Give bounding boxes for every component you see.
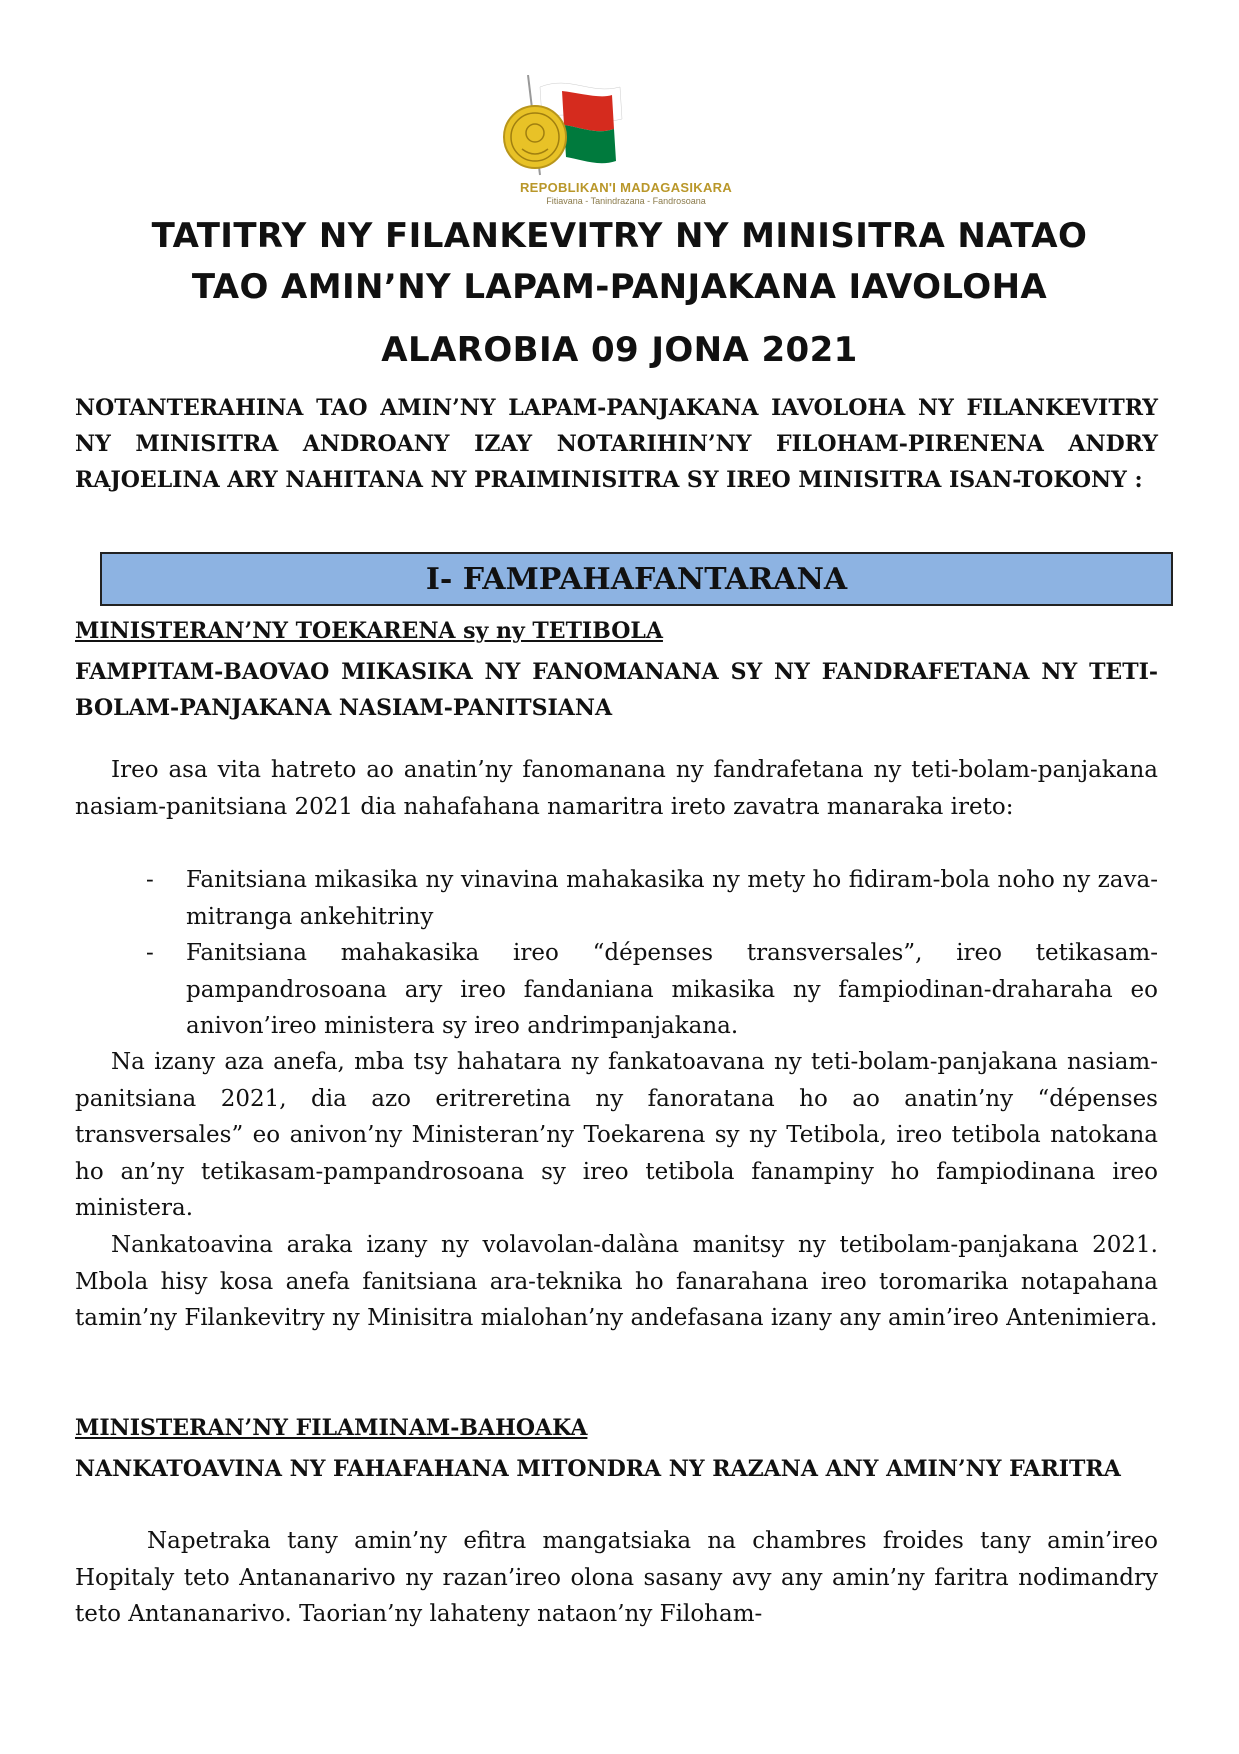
report-title-line1: TATITRY NY FILANKEVITRY NY MINISITRA NATAO [151, 216, 1088, 256]
flag-red-stripe [562, 91, 614, 131]
paragraph [75, 752, 1158, 825]
seal-icon [504, 106, 566, 168]
section-header-box [100, 552, 1173, 606]
paragraph [75, 1523, 1158, 1633]
report-title-line2: TAO AMIN’NY LAPAM-PANJAKANA IAVOLOHA [191, 267, 1048, 307]
list-item: - Fanitsiana mikasika ny vinavina mahakasika ny mety ho fidiram-bola noho ny zava-mitranga ankehitriny [146, 867, 1158, 930]
paragraph [75, 1227, 1158, 1337]
subject-heading-budget: FAMPITAM-BAOVAO MIKASIKA NY FANOMANANA SY NY FANDRAFETANA NY TETI-BOLAM-PANJAKANA NASIAM-PANITSIANA [75, 659, 1158, 721]
paragraph-text: Napetraka tany amin’ny efitra mangatsiaka na chambres froides tany amin’ireo Hopitaly teto Antananarivo ny razan’ireo olona sasany avy any amin’ny faritra nodimandry teto Antananarivo. Taorian’ny lahateny nataon’ny Filoham- [75, 1528, 1158, 1627]
list-item-text: Fanitsiana mikasika ny vinavina mahakasika ny mety ho fidiram-bola noho ny zava-mitranga ankehitriny [186, 867, 1158, 930]
emblem-caption [506, 180, 746, 206]
ministry-heading-economy: MINISTERAN’NY TOEKARENA sy ny TETIBOLA [75, 618, 663, 644]
intro-paragraph: NOTANTERAHINA TAO AMIN’NY LAPAM-PANJAKANA IAVOLOHA NY FILANKEVITRY NY MINISITRA ANDROANY IZAY NOTARIHIN’NY FILOHAM-PIRENENA ANDRY RAJOELINA ARY NAHITANA NY PRAIMINISITRA SY IREO MINISITRA ISAN-TOKONY : [75, 395, 1158, 493]
paragraph-text: Na izany aza anefa, mba tsy hahatara ny fankatoavana ny teti-bolam-panjakana nasiam-panitsiana 2021, dia azo eritreretina ny fanoratana ho ao anatin’ny “dépenses transversales” eo anivon’ny Ministeran’ny Toekarena sy ny Tetibola, ireo tetibola natokana ho an’ny tetikasam-pampandrosoana sy ireo tetibola fanampiny ho fampiodinana ireo ministera. [75, 1049, 1158, 1221]
section-title: I- FAMPAHAFANTARANA [425, 561, 848, 597]
paragraph-text: Nankatoavina araka izany ny volavolan-dalàna manitsy ny tetibolam-panjakana 2021. Mbola hisy kosa anefa fanitsiana ara-teknika ho fanarahana ireo toromarika notapahana tamin’ny Filankevitry ny Minisitra mialohan’ny andefasana izany any amin’ireo Antenimiera. [75, 1232, 1158, 1331]
list-item-text: Fanitsiana mahakasika ireo “dépenses transversales”, ireo tetikasam-pampandrosoana ary ireo fandaniana mikasika ny fampiodinan-draharaha eo anivon’ireo ministera sy ireo andrimpanjakana. [186, 940, 1158, 1039]
flag-green-stripe [564, 125, 616, 163]
bullet-list [146, 862, 1158, 1045]
list-item: - Fanitsiana mahakasika ireo “dépenses transversales”, ireo tetikasam-pampandrosoana ary ireo fandaniana mikasika ny fampiodinan-draharaha eo anivon’ireo ministera sy ireo andrimpanjakana. [146, 940, 1158, 1039]
emblem-motto: Fitiavana - Tanindrazana - Fandrosoana [546, 196, 706, 206]
ministry-heading-public-security: MINISTERAN’NY FILAMINAM-BAHOAKA [75, 1415, 588, 1441]
subject-heading-remains: NANKATOAVINA NY FAHAFAHANA MITONDRA NY RAZANA ANY AMIN’NY FARITRA [75, 1456, 1121, 1482]
emblem-caption-text: REPOBLIKAN'I MADAGASIKARA [519, 180, 733, 195]
report-date: ALAROBIA 09 JONA 2021 [381, 330, 858, 370]
paragraph [75, 1044, 1158, 1227]
paragraph-text: Ireo asa vita hatreto ao anatin’ny fanomanana ny fandrafetana ny teti-bolam-panjakana nasiam-panitsiana 2021 dia nahafahana namaritra ireto zavatra manaraka ireto: [75, 757, 1158, 820]
